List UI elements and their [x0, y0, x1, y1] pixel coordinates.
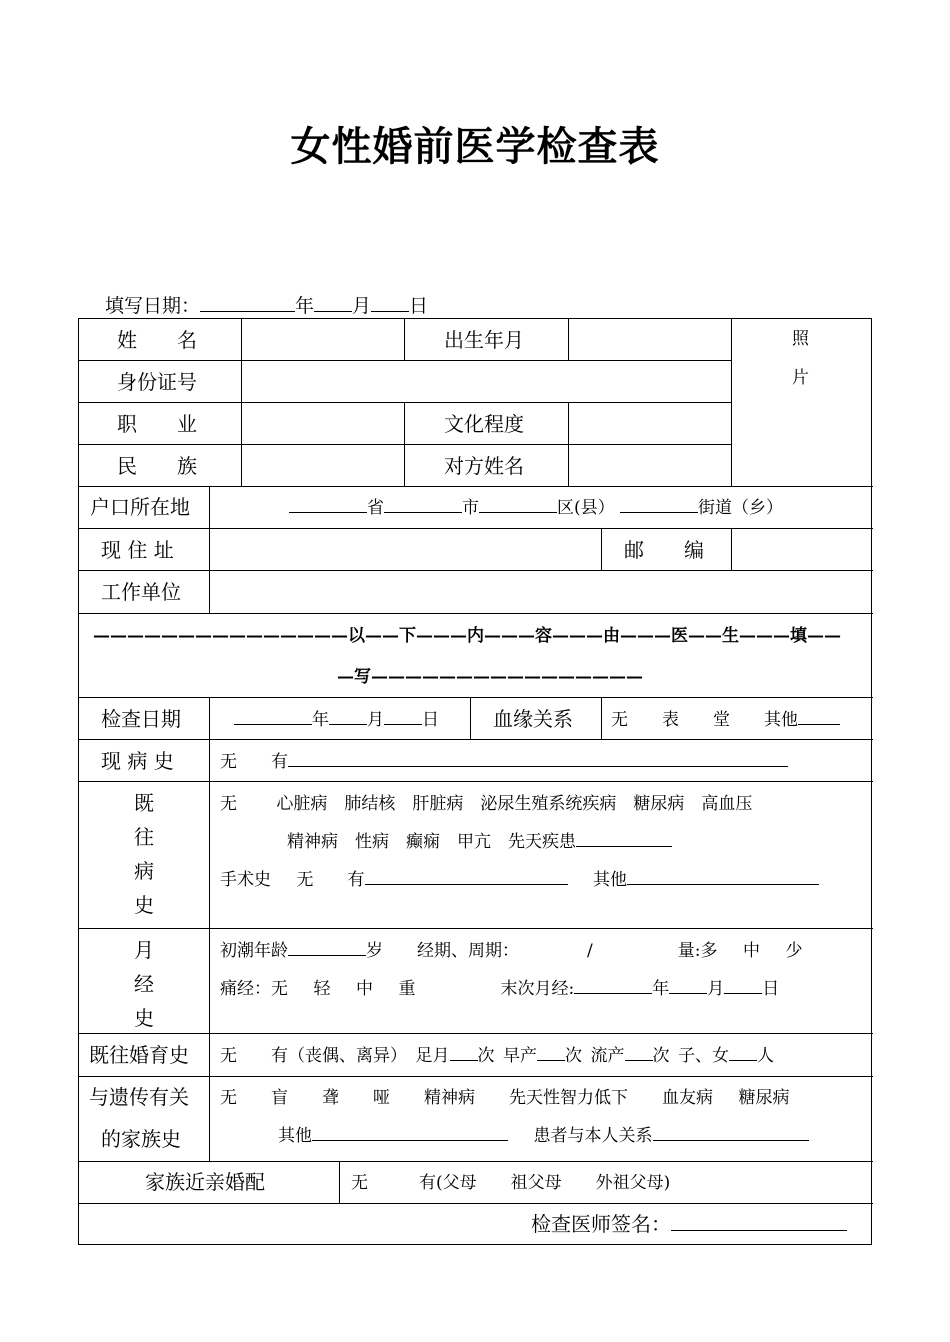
exam-date — [234, 705, 439, 730]
fill-date — [105, 291, 428, 318]
province-label: 省 — [367, 498, 384, 518]
menstrual-row1 — [220, 936, 802, 961]
city-blank[interactable] — [384, 495, 462, 513]
label-menstrual-3: 史 — [134, 1006, 154, 1030]
genetic-other[interactable]: 其他 — [278, 1126, 312, 1146]
province-blank[interactable] — [289, 495, 367, 513]
person-unit: 人 — [757, 1046, 774, 1066]
dysmenorrhea-light[interactable]: 轻 — [313, 979, 331, 999]
label-menstrual-1: 月 — [134, 938, 154, 962]
marriage-history-row — [220, 1041, 774, 1066]
menarche-blank[interactable] — [288, 938, 366, 956]
genetic-other-blank[interactable] — [312, 1123, 508, 1141]
past-none[interactable]: 无 — [220, 794, 237, 814]
last-month-label: 月 — [707, 979, 725, 999]
fill-year-blank[interactable] — [200, 292, 295, 312]
blood-option-cousin-paternal[interactable]: 堂 — [713, 710, 730, 730]
marriage-none[interactable]: 无 — [220, 1046, 237, 1066]
label-past-4: 史 — [134, 893, 154, 917]
times-2: 次 — [565, 1046, 582, 1066]
menarche-label: 初潮年龄 — [220, 941, 288, 961]
row-divider — [79, 402, 731, 403]
menstrual-row2 — [220, 974, 779, 999]
doctor-divider-line2: —写———————————————— — [337, 667, 643, 687]
signature-label: 检查医师签名： — [531, 1212, 671, 1236]
last-year-label: 年 — [652, 979, 670, 999]
past-diabetes[interactable]: 糖尿病 — [633, 794, 685, 814]
exam-year-label: 年 — [312, 710, 329, 730]
col-divider — [568, 319, 569, 360]
exam-form — [78, 318, 872, 1245]
blood-relation-options — [611, 705, 840, 730]
exam-month-label: 月 — [367, 710, 384, 730]
fill-month-blank[interactable] — [314, 292, 352, 312]
col-divider — [209, 697, 210, 1161]
period-label: 经期、周期： — [417, 941, 519, 961]
present-none[interactable]: 无 — [220, 752, 237, 772]
label-id-number: 身份证号 — [117, 370, 197, 394]
present-has[interactable]: 有 — [271, 752, 288, 772]
amount-mid[interactable]: 中 — [742, 941, 760, 961]
past-history-row2 — [287, 827, 672, 852]
signature-blank[interactable] — [671, 1210, 847, 1231]
past-surgery-row — [220, 865, 819, 890]
row-divider — [79, 486, 873, 487]
past-history-row1 — [220, 789, 752, 814]
congenital-blank[interactable] — [576, 829, 672, 847]
fill-year-label: 年 — [295, 295, 315, 317]
times-1: 次 — [477, 1046, 495, 1066]
col-divider — [209, 486, 210, 613]
last-day-label: 日 — [762, 979, 780, 999]
full-term-blank[interactable] — [450, 1043, 478, 1061]
dysmenorrhea-moderate[interactable]: 中 — [356, 979, 373, 999]
relation-label: 患者与本人关系 — [533, 1126, 653, 1146]
past-heart[interactable]: 心脏病 — [276, 794, 328, 814]
period-slash: / — [587, 941, 593, 961]
surgery-blank[interactable] — [365, 867, 568, 885]
dysmenorrhea-severe[interactable]: 重 — [398, 979, 416, 999]
fill-day-label: 日 — [409, 295, 429, 317]
label-workplace: 工作单位 — [101, 580, 181, 604]
genetic-hemophilia[interactable]: 血友病 — [662, 1088, 713, 1108]
label-family-genetic-2: 的家族史 — [101, 1127, 181, 1151]
doctor-divider-line1: ———————————————以——下———内———容———由———医——生———填—— — [93, 626, 841, 646]
exam-month-blank[interactable] — [329, 707, 367, 725]
past-hypertension[interactable]: 高血压 — [701, 794, 753, 814]
consanguinity-maternal-grandparents[interactable]: 外祖父母) — [595, 1173, 671, 1193]
past-tb[interactable]: 肺结核 — [344, 794, 396, 814]
children-blank[interactable] — [729, 1043, 757, 1061]
row-divider — [79, 570, 873, 571]
full-term-label: 足月 — [415, 1046, 450, 1066]
label-present-illness: 现 病 史 — [101, 749, 174, 773]
label-past-2: 往 — [134, 825, 154, 849]
blood-option-cousin-maternal[interactable]: 表 — [662, 710, 679, 730]
abortion-blank[interactable] — [625, 1043, 653, 1061]
col-divider — [731, 319, 732, 486]
exam-day-label: 日 — [422, 710, 439, 730]
col-divider — [601, 528, 602, 570]
consanguinity-none[interactable]: 无 — [351, 1173, 368, 1193]
row-divider — [79, 613, 873, 614]
consanguinity-has[interactable]: 有(父母 — [419, 1173, 477, 1193]
label-occupation: 职 业 — [117, 412, 197, 436]
consanguinity-grandparents[interactable]: 祖父母 — [510, 1173, 562, 1193]
past-other[interactable]: 其他 — [593, 870, 627, 890]
row-divider — [79, 1033, 873, 1034]
row-divider — [79, 781, 873, 782]
district-blank[interactable] — [479, 495, 557, 513]
col-divider — [339, 1161, 340, 1203]
last-day-blank[interactable] — [724, 976, 762, 994]
relation-blank[interactable] — [653, 1123, 809, 1141]
times-3: 次 — [652, 1046, 670, 1066]
row-divider — [79, 1161, 873, 1162]
district-label: 区(县） — [557, 498, 615, 518]
label-consanguinity: 家族近亲婚配 — [145, 1170, 265, 1194]
label-family-genetic-1: 与遗传有关 — [89, 1085, 189, 1109]
label-partner-name: 对方姓名 — [444, 454, 524, 478]
label-exam-date: 检查日期 — [101, 707, 181, 731]
children-label: 子、女 — [678, 1046, 729, 1066]
label-blood-relation: 血缘关系 — [493, 707, 573, 731]
street-blank[interactable] — [620, 495, 698, 513]
hukou-address — [289, 493, 783, 518]
past-congenital[interactable]: 先天疾患 — [508, 832, 576, 852]
last-month-blank[interactable] — [669, 976, 707, 994]
genetic-mental[interactable]: 精神病 — [424, 1088, 475, 1108]
col-divider — [568, 402, 569, 486]
genetic-none[interactable]: 无 — [220, 1088, 237, 1108]
family-genetic-row2 — [278, 1121, 809, 1146]
surgery-label: 手术史 — [220, 870, 271, 890]
last-year-blank[interactable] — [574, 976, 652, 994]
fill-month-label: 月 — [352, 295, 372, 317]
row-divider — [79, 528, 873, 529]
city-label: 市 — [462, 498, 479, 518]
label-past-3: 病 — [134, 859, 154, 883]
row-divider — [79, 928, 873, 929]
premature-label: 早产 — [503, 1046, 537, 1066]
surgery-has[interactable]: 有 — [347, 870, 365, 890]
row-divider — [79, 360, 731, 361]
label-postcode: 邮 编 — [624, 538, 704, 562]
past-other-blank[interactable] — [627, 867, 819, 885]
label-hukou: 户口所在地 — [90, 495, 190, 519]
blood-other-blank[interactable] — [798, 707, 840, 725]
col-divider — [470, 697, 471, 739]
blood-option-none[interactable]: 无 — [611, 710, 628, 730]
family-genetic-row1 — [220, 1083, 790, 1108]
fill-date-label: 填写日期： — [105, 295, 201, 317]
row-divider — [79, 1076, 873, 1077]
past-epilepsy[interactable]: 癫痫 — [406, 832, 440, 852]
label-birth: 出生年月 — [444, 328, 524, 352]
col-divider — [404, 319, 405, 360]
abortion-label: 流产 — [590, 1046, 625, 1066]
last-period-label: 末次月经: — [500, 979, 575, 999]
page-title: 女性婚前医学检查表 — [290, 123, 660, 170]
exam-day-blank[interactable] — [384, 707, 422, 725]
surgery-none[interactable]: 无 — [296, 870, 314, 890]
col-divider — [731, 528, 732, 570]
label-ethnicity: 民 族 — [117, 454, 197, 478]
label-past-1: 既 — [134, 791, 154, 815]
past-mental[interactable]: 精神病 — [287, 832, 338, 852]
marriage-has[interactable]: 有（丧偶、离异） — [271, 1046, 407, 1066]
row-divider — [79, 1203, 873, 1204]
age-unit: 岁 — [366, 941, 383, 961]
present-illness-blank[interactable] — [288, 749, 788, 767]
row-divider — [79, 739, 873, 740]
amount-high[interactable]: 量:多 — [677, 941, 718, 961]
label-photo-2: 片 — [792, 368, 809, 388]
consanguinity-options — [351, 1168, 670, 1193]
row-divider — [79, 444, 731, 445]
label-marriage-history: 既往婚育史 — [89, 1043, 189, 1067]
label-photo-1: 照 — [792, 329, 809, 349]
genetic-diabetes[interactable]: 糖尿病 — [738, 1088, 790, 1108]
premature-blank[interactable] — [537, 1043, 565, 1061]
present-illness-options — [220, 747, 788, 772]
past-hyperthyroid[interactable]: 甲亢 — [457, 832, 491, 852]
amount-low[interactable]: 少 — [785, 941, 803, 961]
street-label: 街道（乡） — [698, 498, 784, 518]
label-name: 姓 名 — [117, 328, 197, 352]
dysmenorrhea-none[interactable]: 痛经：无 — [220, 979, 288, 999]
fill-day-blank[interactable] — [371, 292, 409, 312]
col-divider — [241, 319, 242, 486]
col-divider — [404, 402, 405, 486]
genetic-mute[interactable]: 哑 — [373, 1088, 390, 1108]
genetic-deaf[interactable]: 聋 — [322, 1088, 339, 1108]
label-education: 文化程度 — [444, 412, 524, 436]
row-divider — [79, 697, 873, 698]
past-urogenital[interactable]: 泌尿生殖系统疾病 — [480, 794, 617, 814]
exam-year-blank[interactable] — [234, 707, 312, 725]
genetic-blind[interactable]: 盲 — [271, 1088, 288, 1108]
col-divider — [601, 697, 602, 739]
past-std[interactable]: 性病 — [355, 832, 389, 852]
label-address: 现 住 址 — [101, 538, 174, 562]
genetic-retardation[interactable]: 先天性智力低下 — [509, 1088, 628, 1108]
label-menstrual-2: 经 — [134, 972, 154, 996]
past-liver[interactable]: 肝脏病 — [412, 794, 464, 814]
blood-option-other[interactable]: 其他 — [764, 710, 798, 730]
signature-row — [531, 1208, 847, 1237]
